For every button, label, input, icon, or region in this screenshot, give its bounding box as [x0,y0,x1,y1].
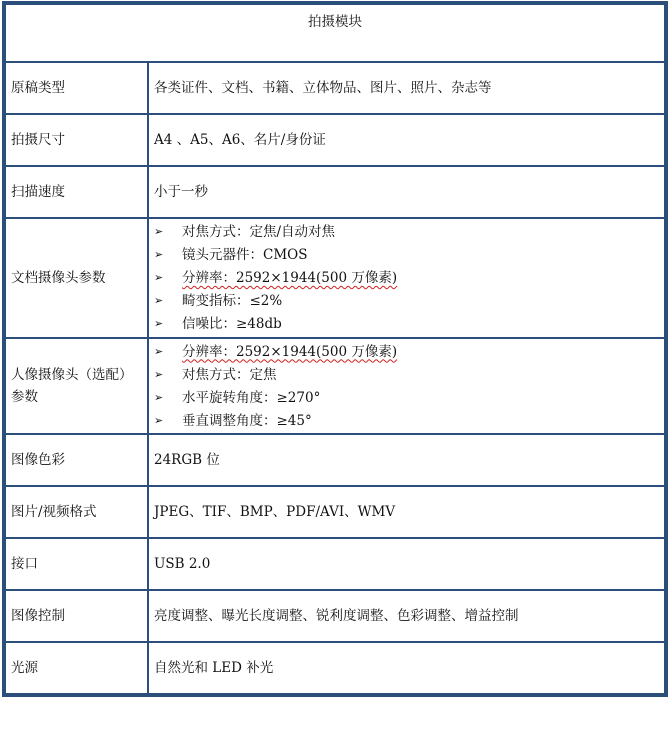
list-item: ➢ 畸变指标：≤2% [154,290,659,313]
arrow-bullet-icon: ➢ [154,271,164,284]
table-row [5,434,665,486]
table-row [5,642,665,694]
row-label: 拍摄尺寸 [5,114,148,166]
table-title: 拍摄模块 [5,4,665,62]
row-value: 自然光和 LED 补光 [148,642,665,694]
list-item: ➢ 镜头元器件：CMOS [154,244,659,267]
table-row [5,114,665,166]
table-row [5,62,665,114]
row-value: A4 、A5、A6、名片/身份证 [148,114,665,166]
list-item: ➢ 水平旋转角度：≥270° [154,386,659,409]
row-value [148,338,665,434]
row-value: JPEG、TIF、BMP、PDF/AVI、WMV [148,486,665,538]
list-item: ➢ 对焦方式：定焦/自动对焦 [154,221,659,244]
list-item: ➢ 信噪比：≥48db [154,313,659,336]
list-item: ➢ 垂直调整角度：≥45° [154,409,659,432]
row-label: 图像控制 [5,590,148,642]
arrow-bullet-icon: ➢ [154,317,164,330]
arrow-bullet-icon: ➢ [154,294,164,307]
list-item: ➢ 分辨率：2592×1944(500 万像素) [154,340,659,363]
row-value: 小于一秒 [148,166,665,218]
arrow-bullet-icon: ➢ [154,367,164,381]
arrow-bullet-icon: ➢ [154,413,164,427]
arrow-bullet-icon: ➢ [154,390,164,404]
arrow-bullet-icon: ➢ [154,248,164,261]
row-label: 原稿类型 [5,62,148,114]
list-item: ➢ 分辨率：2592×1944(500 万像素) [154,267,659,290]
row-label: 文档摄像头参数 [5,218,148,338]
row-value: 亮度调整、曝光长度调整、锐利度调整、色彩调整、增益控制 [148,590,665,642]
row-value: 各类证件、文档、书籍、立体物品、图片、照片、杂志等 [148,62,665,114]
table-row [5,538,665,590]
list-item: ➢ 对焦方式：定焦 [154,363,659,386]
doc-camera-spec-list [154,221,659,336]
arrow-bullet-icon: ➢ [154,225,164,238]
arrow-bullet-icon: ➢ [154,344,164,358]
table-row [5,590,665,642]
row-value [148,218,665,338]
row-label: 光源 [5,642,148,694]
table-row [5,218,665,338]
row-value: 24RGB 位 [148,434,665,486]
row-value: USB 2.0 [148,538,665,590]
table-row [5,486,665,538]
table-row [5,166,665,218]
spec-table [2,1,668,697]
table-row [5,338,665,434]
row-label: 人像摄像头（选配）参数 [5,338,148,434]
row-label: 扫描速度 [5,166,148,218]
row-label: 图像色彩 [5,434,148,486]
row-label: 接口 [5,538,148,590]
row-label: 图片/视频格式 [5,486,148,538]
portrait-camera-spec-list [154,340,659,432]
